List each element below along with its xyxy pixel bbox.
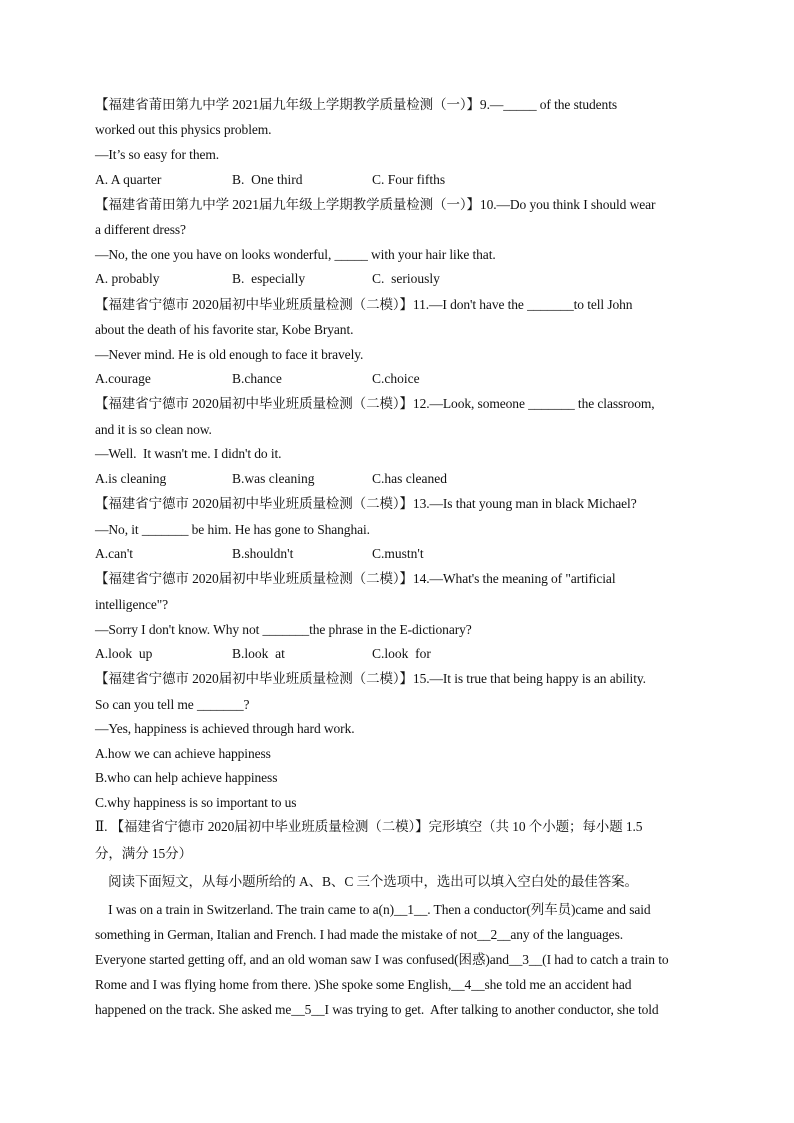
question-15-option-b: B.who can help achieve happiness xyxy=(95,770,278,785)
question-9-line-3: —It’s so easy for them. xyxy=(95,147,220,162)
question-10-line-3: —No, the one you have on looks wonderful, _____ with your hair like that. xyxy=(95,247,496,262)
section-heading-line-2: 分，满分 15分） xyxy=(95,846,192,861)
question-11-line-3: —Never mind. He is old enough to face it bravely. xyxy=(95,347,364,362)
option-a: A.courage xyxy=(95,371,151,386)
option-c: C.has cleaned xyxy=(372,471,447,486)
option-b: B. especially xyxy=(232,271,306,286)
passage-line-4: Rome and I was flying home from there. )She spoke some English,__4__she told me an accident had xyxy=(95,977,632,992)
option-a: A. A quarter xyxy=(95,172,162,187)
question-15-option-c: C.why happiness is so important to us xyxy=(95,795,297,810)
question-14-line-2: intelligence"? xyxy=(95,597,169,612)
question-11-line-1: 【福建省宁德市 2020届初中毕业班质量检测（二模）】11.—I don't have the _______to tell John xyxy=(95,297,633,312)
passage-line-2: something in German, Italian and French. I had made the mistake of not__2__any of the languages. xyxy=(95,927,624,942)
question-12-options xyxy=(95,470,715,488)
option-b: B.look at xyxy=(232,646,285,661)
question-10-line-2: a different dress? xyxy=(95,222,186,237)
option-c: C. Four fifths xyxy=(372,172,446,187)
passage-line-3: Everyone started getting off, and an old woman saw I was confused(困惑)and__3__(I had to catch a train to xyxy=(95,952,669,967)
option-c: C.look for xyxy=(372,646,431,661)
question-15-option-a: A.how we can achieve happiness xyxy=(95,746,271,761)
question-9-line-1: 【福建省莆田第九中学 2021届九年级上学期教学质量检测（一）】9.—_____ of the students xyxy=(95,97,618,112)
option-c: C.mustn't xyxy=(372,546,424,561)
question-15-line-1: 【福建省宁德市 2020届初中毕业班质量检测（二模）】15.—It is true that being happy is an ability. xyxy=(95,671,646,686)
section-heading-line-1: Ⅱ. 【福建省宁德市 2020届初中毕业班质量检测（二模）】完形填空（共 10 个小题；每小题 1.5 xyxy=(95,819,643,834)
question-11-options xyxy=(95,370,715,388)
question-15-line-2: So can you tell me _______? xyxy=(95,697,250,712)
question-12-line-3: —Well. It wasn't me. I didn't do it. xyxy=(95,446,282,461)
option-b: B.chance xyxy=(232,371,282,386)
question-9-line-2: worked out this physics problem. xyxy=(95,122,272,137)
option-a: A.is cleaning xyxy=(95,471,167,486)
option-a: A.can't xyxy=(95,546,134,561)
option-a: A. probably xyxy=(95,271,160,286)
question-13-line-1: 【福建省宁德市 2020届初中毕业班质量检测（二模）】13.—Is that young man in black Michael? xyxy=(95,496,637,511)
question-10-options xyxy=(95,270,715,288)
question-13-options xyxy=(95,545,715,563)
question-14-line-1: 【福建省宁德市 2020届初中毕业班质量检测（二模）】14.—What's the meaning of "artificial xyxy=(95,571,616,586)
question-10-line-1: 【福建省莆田第九中学 2021届九年级上学期教学质量检测（一）】10.—Do you think I should wear xyxy=(95,197,656,212)
passage-line-5: happened on the track. She asked me__5__I was trying to get. After talking to another conductor, she told xyxy=(95,1002,659,1017)
section-instruction: 阅读下面短文，从每小题所给的 A、B、C 三个选项中，选出可以填入空白处的最佳答案。 xyxy=(95,874,638,889)
question-11-line-2: about the death of his favorite star, Kobe Bryant. xyxy=(95,322,354,337)
question-12-line-1: 【福建省宁德市 2020届初中毕业班质量检测（二模）】12.—Look, someone _______ the classroom, xyxy=(95,396,655,411)
option-b: B. One third xyxy=(232,172,303,187)
question-14-options xyxy=(95,645,715,663)
option-c: C. seriously xyxy=(372,271,440,286)
option-c: C.choice xyxy=(372,371,420,386)
passage-line-1: I was on a train in Switzerland. The train came to a(n)__1__. Then a conductor(列车员)came and said xyxy=(95,902,651,917)
question-13-line-2: —No, it _______ be him. He has gone to Shanghai. xyxy=(95,522,370,537)
option-b: B.was cleaning xyxy=(232,471,315,486)
question-9-options xyxy=(95,171,715,189)
question-12-line-2: and it is so clean now. xyxy=(95,422,212,437)
option-b: B.shouldn't xyxy=(232,546,294,561)
option-a: A.look up xyxy=(95,646,153,661)
question-14-line-3: —Sorry I don't know. Why not _______the phrase in the E-dictionary? xyxy=(95,622,472,637)
question-15-line-3: —Yes, happiness is achieved through hard work. xyxy=(95,721,355,736)
